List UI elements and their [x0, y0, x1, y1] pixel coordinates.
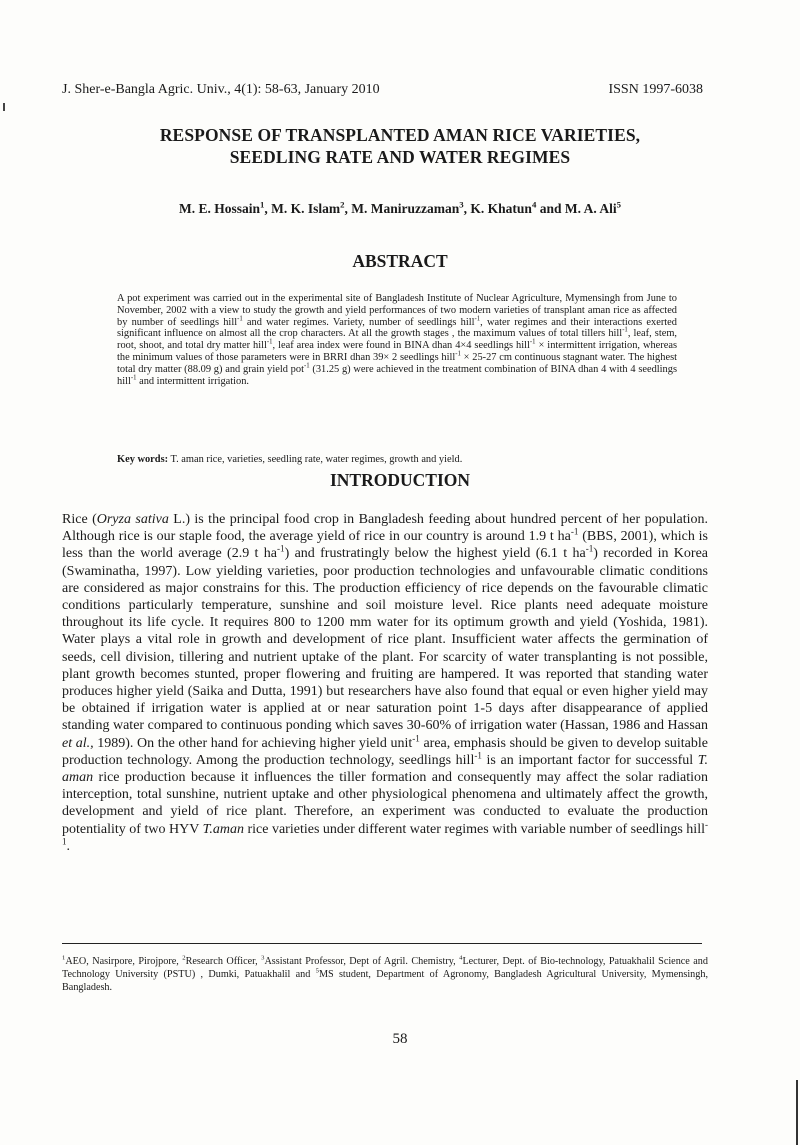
scan-edge-mark: [796, 1080, 798, 1145]
introduction-heading: INTRODUCTION: [329, 470, 471, 490]
running-header: [62, 82, 703, 98]
footnote-divider: [62, 943, 702, 944]
journal-citation: J. Sher-e-Bangla Agric. Univ., 4(1): 58-63, January 2010: [62, 82, 380, 97]
affiliations-footnote: $^1$AEO, Nasirpore, Pirojpore, $^2$Research Officer, $^3$Assistant Professor, Dept of Agril. Chemistry, $^4$Lecturer, Dept. of Bio-technology, Patuakhalil Science and Technology University (PSTU) , Dumki, Patuakhalil and $^5$MS student, Department of Agronomy, Bangladesh Agricultural University, Mymensingh, Bangladesh.: [62, 954, 708, 993]
author-4: K. Khatun: [470, 201, 532, 216]
author-5: M. A. Ali: [564, 201, 617, 216]
author-list: M. E. Hossain$^1$, M. K. Islam$^2$, M. Maniruzzaman$^3$, K. Khatun$^4$ and M. A. Ali$^5$: [178, 199, 622, 216]
author-2: M. K. Islam: [271, 201, 341, 216]
keywords: [117, 454, 677, 465]
page-number: 58: [392, 1031, 408, 1047]
author-3: M. Maniruzzaman: [351, 201, 460, 216]
title-line-2: SEEDLING RATE AND WATER REGIMES: [229, 147, 571, 167]
paper-title: [0, 124, 800, 168]
scan-mark: [3, 103, 5, 111]
abstract-heading: ABSTRACT: [352, 251, 448, 271]
keywords-label: Key words:: [117, 454, 169, 465]
author-1: M. E. Hossain: [178, 201, 260, 216]
title-line-1: RESPONSE OF TRANSPLANTED AMAN RICE VARIETIES,: [159, 125, 641, 145]
introduction-body: Rice (Oryza sativa L.) is the principal food crop in Bangladesh feeding about hundred percent of her population. Although rice is our staple food, the average yield of rice in our country is around 1.9 t $ha^{-1}$ (BBS, 2001), which is less than the world average (2.9 t $ha^{-1}$) and frustratingly below the highest yield (6.1 t $ha^{-1}$) recorded in Korea (Swaminatha, 1997). Low yielding varieties, poor production technologies and unfavourable climatic conditions are considered as major constrains for this. The production efficiency of rice depends on the favourable climatic conditions particularly temperature, sunshine and soil moisture level. Rice plants need adequate moisture throughout its life cycle. It requires 800 to 1200 mm water for its optimum growth and yield (Yoshida, 1981). Water plays a vital role in growth and development of rice plant. Insufficient water affects the germination of seeds, cell division, tillering and nutrient uptake of the plant. For scarcity of water transplanting is not possible, plant growth becomes stunted, proper flowering and fruiting are hampered. It was reported that standing water produces higher yield (Saika and Dutta, 1991) but researchers have also found that equal or even higher yield may be obtained if irrigation water is applied at or near saturation point 1-5 days after disappearance of applied standing water compared to continuous ponding which saves 30-60% of irrigation water (Hassan, 1986 and Hassan et al., 1989). On the other hand for achieving higher yield unit$^{-1}$ area, emphasis should be given to develop suitable production technology. Among the production technology, seedlings hill$^{-1}$ is an important factor for successful T. aman rice production because it influences the tiller formation and consequently may affect the solar radiation interception, total sunshine, nutrient uptake and other physiological phenomena and ultimately affect the growth, development and yield of rice plant. Therefore, an experiment was conducted to evaluate the production potentiality of two HYV T.aman rice varieties under different water regimes with variable number of seedlings hill$^{-1}$.: [62, 512, 709, 854]
issn: ISSN 1997-6038: [608, 82, 703, 97]
abstract-text: A pot experiment was carried out in the experimental site of Bangladesh Institute of Nuclear Agriculture, Mymensingh from June to November, 2002 with a view to study the growth and yield performances of two modern varieties of transplant aman rice as affected by number of seedlings hill$^{-1}$ and water regimes. Variety, number of seedlings hill$^{-1}$, water regimes and their interactions exerted significant influence on almost all the crop characters. At all the growth stages , the maximum values of total tillers hill$^{-1}$, leaf, stem, root, shoot, and total dry matter hill$^{-1}$, leaf area index were found in BINA dhan 4×4 seedlings hill$^{-1}$ × intermittent irrigation, whereas the minimum values of those parameters were in BRRI dhan 39× 2 seedlings hill$^{-1}$ × 25-27 cm continuous stagnant water. The highest total dry matter (88.09 g) and grain yield pot$^{-1}$ (31.25 g) were achieved in the treatment combination of BINA dhan 4 with 4 seedlings hill$^{-1}$ and intermittent irrigation.: [117, 293, 677, 387]
keywords-text: T. aman rice, varieties, seedling rate, water regimes, growth and yield.: [168, 454, 463, 465]
